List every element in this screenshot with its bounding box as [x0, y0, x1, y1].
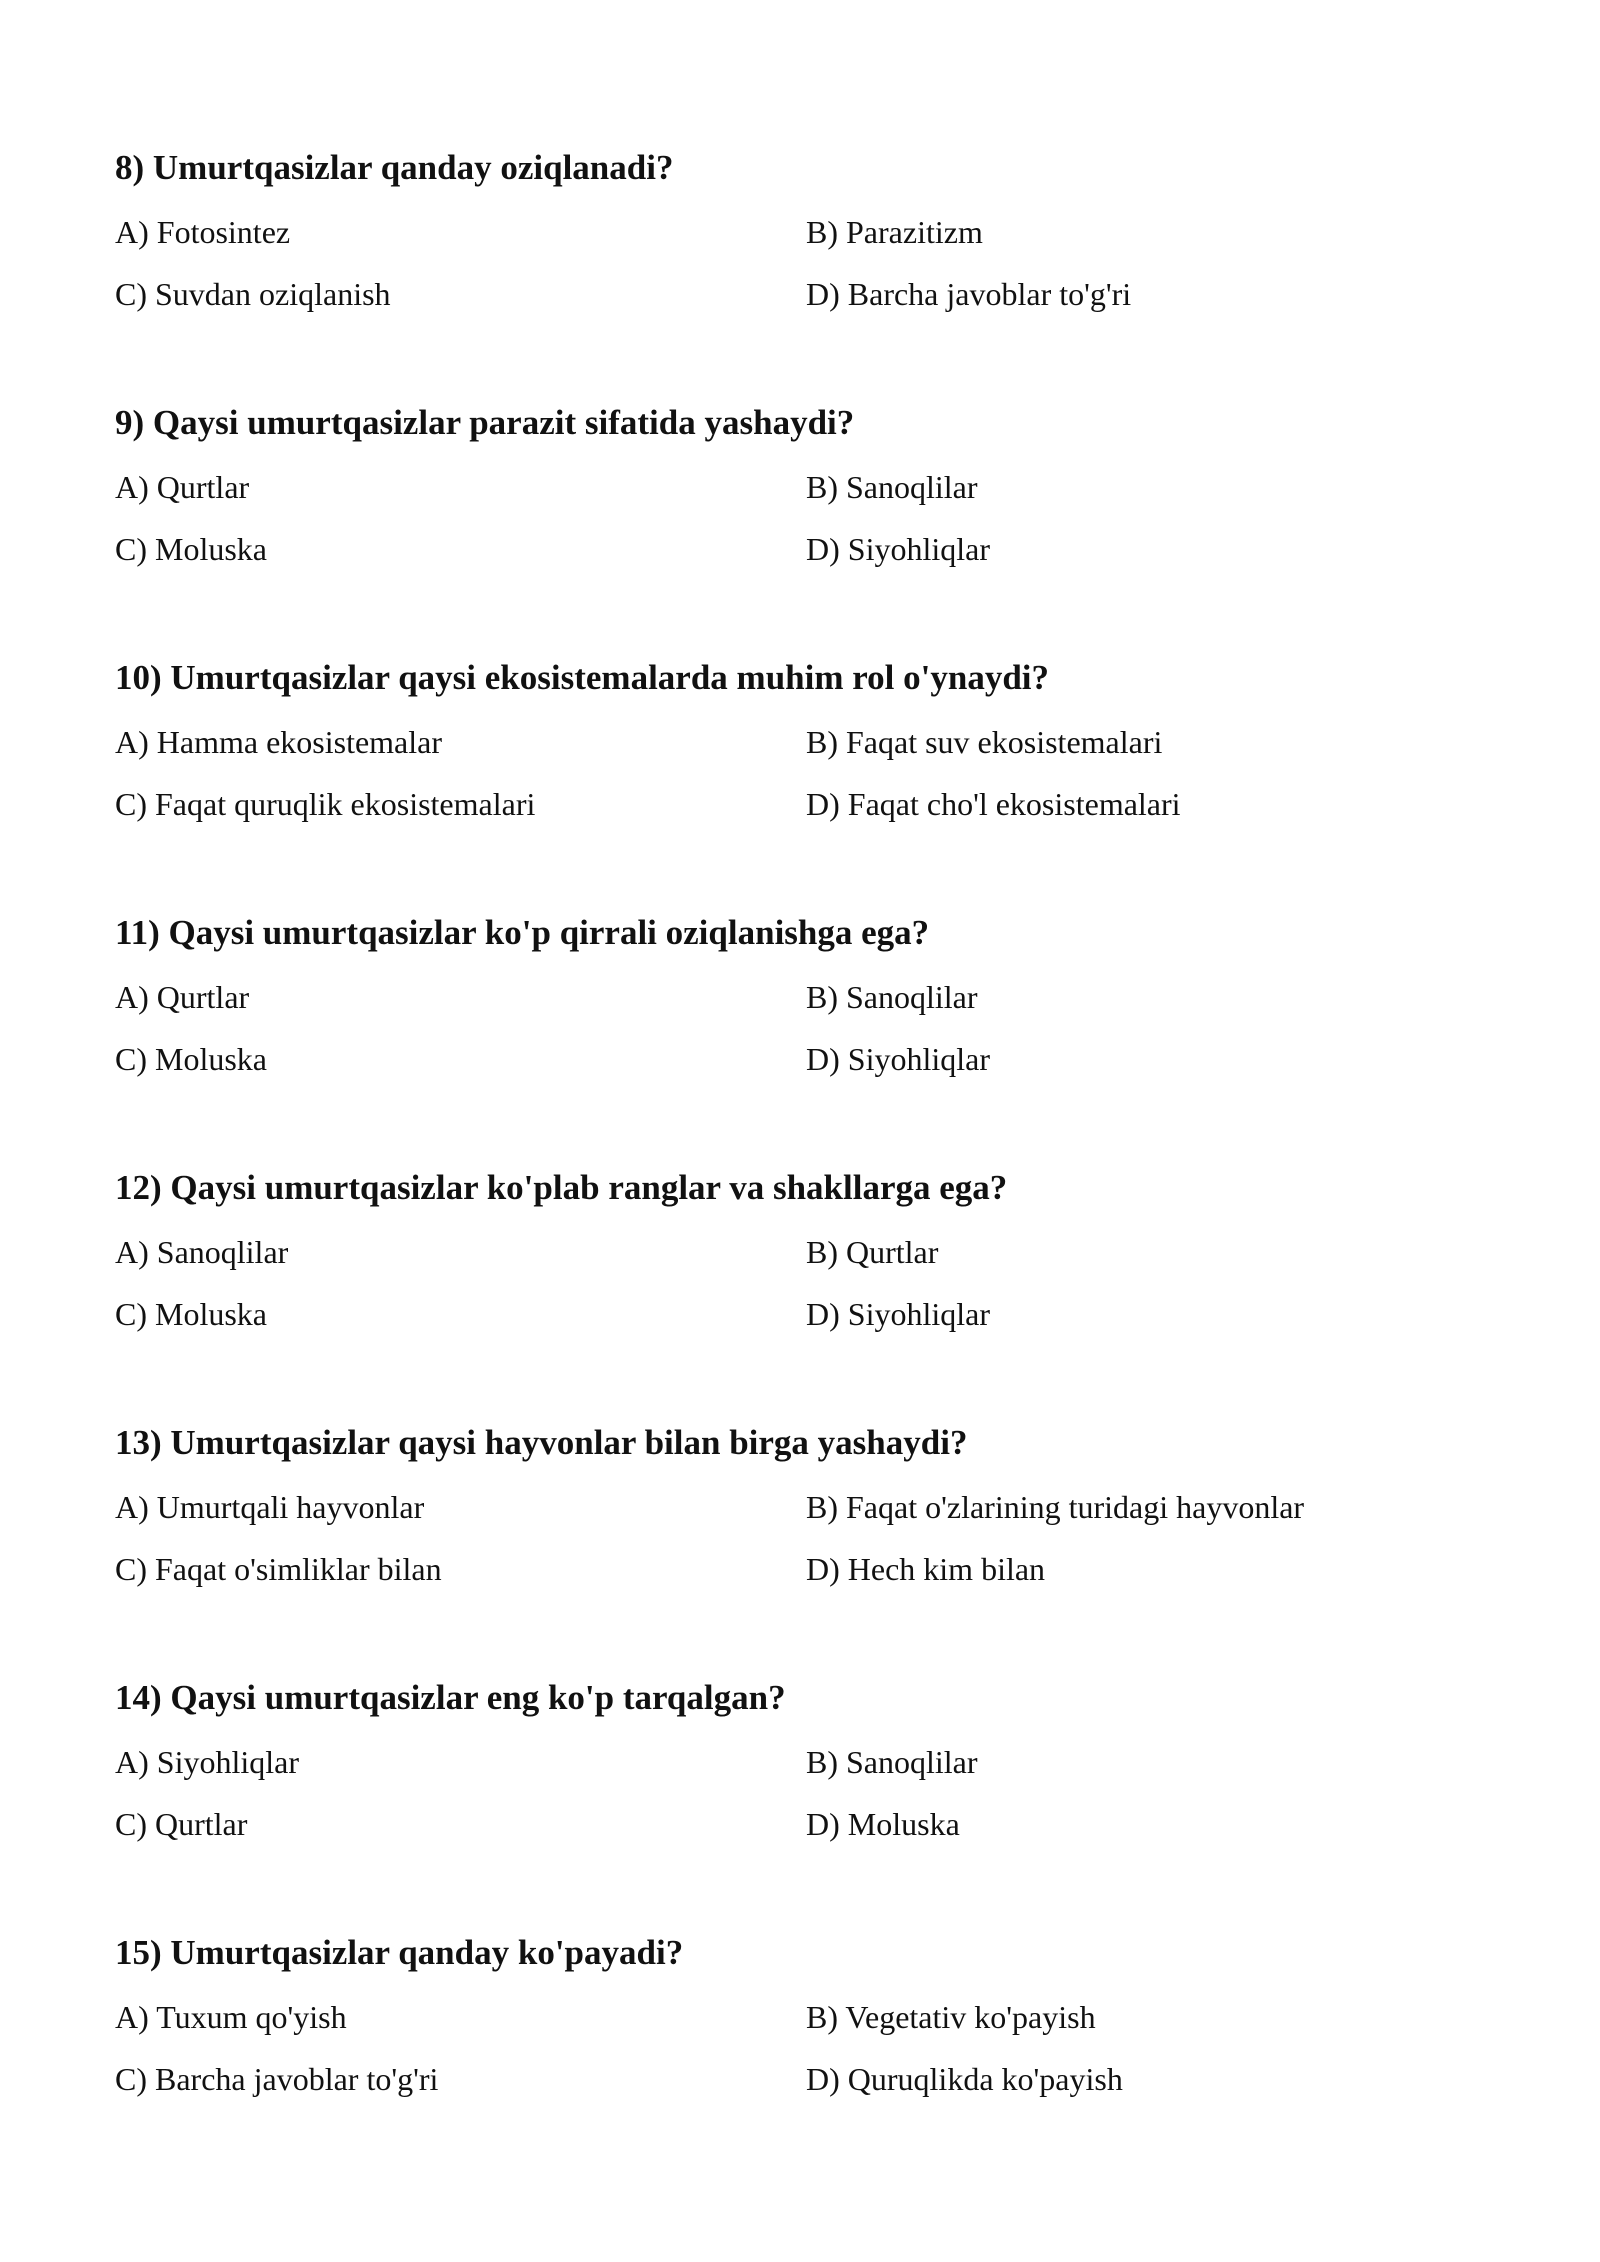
- question-block: [115, 1423, 1515, 1678]
- option-c: C) Moluska: [115, 1296, 267, 1332]
- option-row: [115, 1742, 1515, 1804]
- answer-options: [115, 1742, 1515, 1866]
- option-d: D) Siyohliqlar: [806, 1041, 990, 1077]
- option-c: C) Faqat quruqlik ekosistemalari: [115, 786, 536, 822]
- option-d: D) Faqat cho'l ekosistemalari: [806, 786, 1181, 822]
- option-a: A) Fotosintez: [115, 214, 291, 250]
- answer-options: [115, 722, 1515, 846]
- option-d: D) Barcha javoblar to'g'ri: [806, 276, 1132, 312]
- question-title: 10) Umurtqasizlar qaysi ekosistemalarda muhim rol o'ynaydi?: [115, 658, 1050, 697]
- question-block: [115, 913, 1515, 1168]
- option-c: C) Moluska: [115, 1041, 267, 1077]
- option-c: C) Barcha javoblar to'g'ri: [115, 2061, 439, 2097]
- option-row: [115, 467, 1515, 529]
- question-block: [115, 1933, 1515, 2188]
- option-a: A) Sanoqlilar: [115, 1234, 289, 1270]
- option-c: C) Qurtlar: [115, 1806, 248, 1842]
- option-d: D) Moluska: [806, 1806, 960, 1842]
- option-row: [115, 1997, 1515, 2059]
- option-b: B) Faqat suv ekosistemalari: [806, 724, 1163, 760]
- option-b: B) Sanoqlilar: [806, 1744, 978, 1780]
- question-title: 15) Umurtqasizlar qanday ko'payadi?: [115, 1933, 684, 1972]
- option-b: B) Sanoqlilar: [806, 979, 978, 1015]
- option-c: C) Faqat o'simliklar bilan: [115, 1551, 442, 1587]
- question-block: [115, 403, 1515, 658]
- option-row: [115, 1804, 1515, 1866]
- option-a: A) Qurtlar: [115, 979, 250, 1015]
- option-a: A) Qurtlar: [115, 469, 250, 505]
- answer-options: [115, 1487, 1515, 1611]
- question-title: 12) Qaysi umurtqasizlar ko'plab ranglar va shakllarga ega?: [115, 1168, 1008, 1207]
- option-a: A) Umurtqali hayvonlar: [115, 1489, 425, 1525]
- quiz-page: [115, 148, 1515, 2188]
- question-title: 8) Umurtqasizlar qanday oziqlanadi?: [115, 148, 674, 187]
- option-row: [115, 274, 1515, 336]
- answer-options: [115, 1997, 1515, 2121]
- option-d: D) Siyohliqlar: [806, 1296, 990, 1332]
- option-row: [115, 2059, 1515, 2121]
- option-d: D) Hech kim bilan: [806, 1551, 1046, 1587]
- option-d: D) Siyohliqlar: [806, 531, 990, 567]
- question-title: 11) Qaysi umurtqasizlar ko'p qirrali oziqlanishga ega?: [115, 913, 930, 952]
- option-a: A) Siyohliqlar: [115, 1744, 299, 1780]
- question-block: [115, 1678, 1515, 1933]
- question-block: [115, 658, 1515, 913]
- answer-options: [115, 1232, 1515, 1356]
- question-title: 9) Qaysi umurtqasizlar parazit sifatida yashaydi?: [115, 403, 855, 442]
- option-row: [115, 1487, 1515, 1549]
- option-b: B) Faqat o'zlarining turidagi hayvonlar: [806, 1489, 1305, 1525]
- option-d: D) Quruqlikda ko'payish: [806, 2061, 1123, 2097]
- option-row: [115, 722, 1515, 784]
- question-block: [115, 1168, 1515, 1423]
- answer-options: [115, 467, 1515, 591]
- option-row: [115, 977, 1515, 1039]
- option-a: A) Hamma ekosistemalar: [115, 724, 442, 760]
- option-row: [115, 1549, 1515, 1611]
- option-row: [115, 1232, 1515, 1294]
- question-title: 13) Umurtqasizlar qaysi hayvonlar bilan birga yashaydi?: [115, 1423, 968, 1462]
- question-title: 14) Qaysi umurtqasizlar eng ko'p tarqalgan?: [115, 1678, 786, 1717]
- question-block: [115, 148, 1515, 403]
- option-a: A) Tuxum qo'yish: [115, 1999, 347, 2035]
- option-b: B) Sanoqlilar: [806, 469, 978, 505]
- option-row: [115, 1039, 1515, 1101]
- option-b: B) Qurtlar: [806, 1234, 939, 1270]
- option-c: C) Moluska: [115, 531, 267, 567]
- option-b: B) Vegetativ ko'payish: [806, 1999, 1096, 2035]
- option-row: [115, 1294, 1515, 1356]
- option-c: C) Suvdan oziqlanish: [115, 276, 391, 312]
- answer-options: [115, 977, 1515, 1101]
- option-row: [115, 529, 1515, 591]
- option-row: [115, 784, 1515, 846]
- option-row: [115, 212, 1515, 274]
- option-b: B) Parazitizm: [806, 214, 983, 250]
- answer-options: [115, 212, 1515, 336]
